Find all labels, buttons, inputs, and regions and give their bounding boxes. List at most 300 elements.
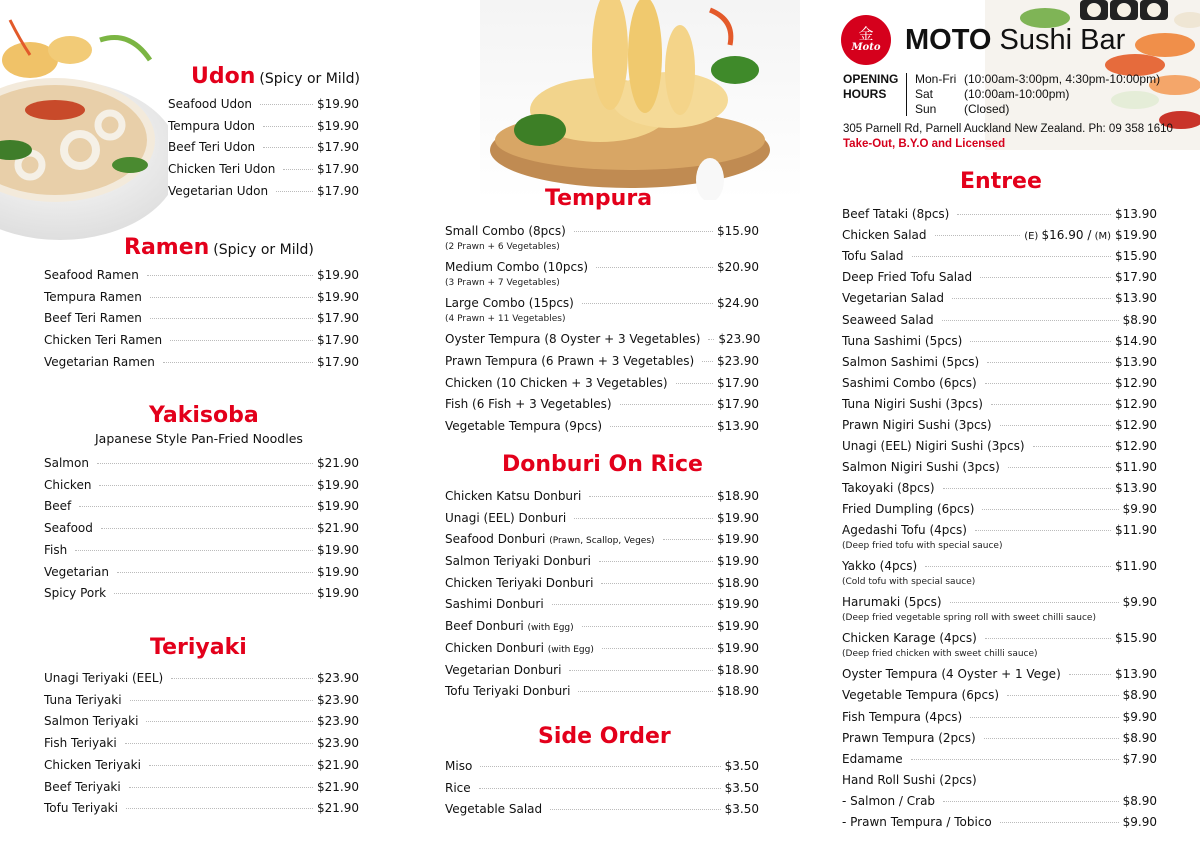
- menu-item: [44, 758, 359, 772]
- dot-leader: [260, 104, 313, 105]
- item-price: $19.90: [317, 499, 359, 513]
- item-price: $7.90: [1122, 752, 1157, 766]
- menu-item-row: [842, 291, 1157, 305]
- menu-item: [842, 334, 1157, 348]
- item-name-text: Seafood Ramen: [44, 268, 139, 282]
- item-name-text: Tuna Sashimi (5pcs): [842, 334, 963, 348]
- menu-item: [44, 801, 359, 815]
- menu-item-row: [44, 478, 359, 492]
- restaurant-logo: [841, 15, 891, 65]
- item-note: (Prawn, Scallop, Veges): [549, 536, 655, 546]
- item-name-text: Hand Roll Sushi (2pcs): [842, 773, 977, 787]
- item-name: [842, 731, 980, 745]
- menu-item-row: [842, 270, 1157, 284]
- item-name: [842, 207, 953, 221]
- dot-leader: [114, 593, 313, 594]
- dot-leader: [620, 404, 713, 405]
- dot-leader: [601, 583, 713, 584]
- dot-leader: [283, 169, 313, 170]
- tempura-basket-photo: [480, 0, 800, 200]
- item-description: (2 Prawn + 6 Vegetables): [445, 242, 560, 252]
- menu-item: [445, 619, 759, 635]
- item-name: [44, 355, 159, 369]
- item-price: $9.90: [1122, 595, 1157, 609]
- menu-item: [842, 207, 1157, 221]
- item-name-text: Vegetable Tempura (6pcs): [842, 688, 1000, 702]
- item-price: $8.90: [1122, 731, 1157, 745]
- menu-item: [842, 523, 1157, 553]
- dot-leader: [1033, 446, 1111, 447]
- dot-leader: [676, 383, 713, 384]
- menu-item: [842, 752, 1157, 766]
- menu-item-row: [445, 489, 759, 503]
- item-name-text: Vegetarian Salad: [842, 291, 945, 305]
- dot-leader: [150, 297, 313, 298]
- entree-title: Entree: [960, 169, 1042, 194]
- teriyaki-title: Teriyaki: [150, 635, 247, 660]
- menu-item: [445, 260, 759, 290]
- dot-leader: [574, 231, 713, 232]
- item-name: [842, 270, 976, 284]
- item-price: $15.90: [717, 224, 759, 238]
- dot-leader: [75, 550, 313, 551]
- item-price: $23.90: [317, 693, 359, 707]
- item-name: [445, 576, 597, 590]
- menu-item: [445, 663, 759, 677]
- item-price: $21.90: [317, 456, 359, 470]
- item-name-text: Oyster Tempura (4 Oyster + 1 Vege): [842, 667, 1061, 681]
- item-description: (Deep fried tofu with special sauce): [842, 541, 1003, 551]
- menu-item-row: [44, 801, 359, 815]
- item-name-text: Vegetarian Ramen: [44, 355, 155, 369]
- menu-item-row: [445, 354, 759, 368]
- menu-item-row: [445, 663, 759, 677]
- item-price: $11.90: [1115, 559, 1157, 573]
- size-label-e: (E): [1024, 231, 1039, 242]
- item-name: [44, 780, 125, 794]
- dot-leader: [985, 383, 1111, 384]
- menu-item-row: [842, 228, 1157, 244]
- hours-row: Sun (Closed): [915, 102, 1010, 116]
- item-price: $18.90: [717, 576, 759, 590]
- item-note: (with Egg): [527, 623, 574, 633]
- menu-item-row: [445, 802, 759, 816]
- menu-item-row: [842, 752, 1157, 766]
- menu-item-row: [842, 355, 1157, 369]
- item-name: [842, 523, 971, 537]
- menu-item-row: [842, 773, 1157, 787]
- dot-leader: [943, 488, 1111, 489]
- menu-item-row: [168, 162, 359, 176]
- menu-item: [445, 576, 759, 590]
- item-name-text: Large Combo (15pcs): [445, 296, 574, 310]
- dot-leader: [171, 678, 313, 679]
- item-name: [445, 296, 578, 310]
- item-description: (Deep fried chicken with sweet chilli sauce): [842, 649, 1038, 659]
- item-name: [44, 543, 71, 557]
- menu-item: [44, 268, 359, 282]
- item-name-text: Salmon: [44, 456, 89, 470]
- item-name-text: Chicken: [44, 478, 92, 492]
- menu-item: [842, 313, 1157, 327]
- menu-item: [168, 119, 359, 133]
- item-name: [445, 354, 698, 368]
- menu-item: [44, 456, 359, 470]
- item-name: [445, 663, 565, 677]
- menu-item-row: [842, 631, 1157, 645]
- item-name: [842, 631, 981, 645]
- item-name-text: Tofu Salad: [842, 249, 904, 263]
- item-name: [44, 801, 122, 815]
- item-name: [44, 499, 75, 513]
- menu-item-row: [445, 554, 759, 568]
- item-name-text: Beef Teriyaki: [44, 780, 121, 794]
- price-e: $16.90 /: [1041, 228, 1092, 242]
- dot-leader: [975, 530, 1111, 531]
- hours-row: Mon-Fri (10:00am-3:00pm, 4:30pm-10:00pm): [915, 72, 1161, 86]
- dot-leader: [480, 766, 720, 767]
- item-name-text: Salmon Teriyaki: [44, 714, 139, 728]
- item-price: $19.90: [717, 597, 759, 611]
- item-name: [44, 714, 142, 728]
- menu-item-row: [44, 693, 359, 707]
- menu-item-row: [842, 595, 1157, 609]
- item-price: $18.90: [717, 684, 759, 698]
- menu-item-row: [168, 184, 359, 198]
- menu-item-row: [44, 671, 359, 685]
- dot-leader: [610, 426, 713, 427]
- item-name-text: Tempura Udon: [168, 119, 256, 133]
- item-price: $17.90: [317, 355, 359, 369]
- item-name-text: Fish Teriyaki: [44, 736, 117, 750]
- item-name-text: Medium Combo (10pcs): [445, 260, 589, 274]
- menu-item: [445, 354, 759, 368]
- item-name: [842, 502, 978, 516]
- dot-leader: [582, 303, 713, 304]
- item-note: (with Egg): [547, 645, 594, 655]
- menu-item: [842, 228, 1157, 244]
- item-name-text: Chicken Teri Udon: [168, 162, 276, 176]
- item-price: $8.90: [1122, 313, 1157, 327]
- menu-item-row: [842, 710, 1157, 724]
- item-name: [842, 418, 996, 432]
- item-name-text: Agedashi Tofu (4pcs): [842, 523, 967, 537]
- menu-item-row: [44, 268, 359, 282]
- item-price: $3.50: [724, 802, 759, 816]
- item-price: $17.90: [317, 162, 359, 176]
- item-name: [44, 693, 126, 707]
- item-name-text: - Salmon / Crab: [842, 794, 936, 808]
- dot-leader: [602, 648, 713, 649]
- menu-item: [44, 499, 359, 513]
- menu-item-row: [842, 418, 1157, 432]
- item-name-text: Spicy Pork: [44, 586, 107, 600]
- dot-leader: [980, 277, 1111, 278]
- item-price: $23.90: [317, 714, 359, 728]
- item-price: $3.50: [724, 759, 759, 773]
- item-name-text: Sashimi Donburi: [445, 597, 544, 611]
- item-name-text: Chicken Karage (4pcs): [842, 631, 977, 645]
- menu-item-row: [445, 759, 759, 773]
- yakisoba-title: Yakisoba: [149, 403, 259, 428]
- item-name-text: Chicken Katsu Donburi: [445, 489, 582, 503]
- item-name-text: Miso: [445, 759, 473, 773]
- item-name-text: Seafood Donburi: [445, 532, 546, 546]
- menu-item: [842, 731, 1157, 745]
- menu-item: [842, 773, 1157, 787]
- item-name-text: Tuna Nigiri Sushi (3pcs): [842, 397, 983, 411]
- restaurant-name: [905, 24, 1125, 57]
- item-price: $19.90: [317, 478, 359, 492]
- menu-item: [445, 397, 759, 411]
- item-name-text: Beef Tataki (8pcs): [842, 207, 950, 221]
- hours-label: OPENING HOURS: [843, 72, 899, 101]
- item-name: [44, 456, 93, 470]
- item-name: [445, 532, 659, 548]
- menu-item: [445, 296, 759, 326]
- item-price: $17.90: [317, 311, 359, 325]
- menu-item: [168, 140, 359, 154]
- menu-item: [842, 631, 1157, 661]
- item-price: $13.90: [1115, 355, 1157, 369]
- item-name: [842, 481, 939, 495]
- menu-item: [44, 714, 359, 728]
- item-name-text: Yakko (4pcs): [842, 559, 918, 573]
- menu-item-row: [44, 758, 359, 772]
- menu-item: [445, 224, 759, 254]
- item-name: [842, 291, 948, 305]
- menu-item: [168, 162, 359, 176]
- item-name: [44, 268, 143, 282]
- item-description: (Cold tofu with special sauce): [842, 577, 976, 587]
- dot-leader: [957, 214, 1111, 215]
- item-price: $13.90: [1115, 667, 1157, 681]
- menu-item-row: [44, 456, 359, 470]
- item-name-text: Prawn Tempura (6 Prawn + 3 Vegetables): [445, 354, 695, 368]
- menu-item-row: [842, 439, 1157, 453]
- menu-item-row: [445, 376, 759, 390]
- dot-leader: [925, 566, 1111, 567]
- item-name: [842, 794, 939, 808]
- item-price: $19.90: [317, 290, 359, 304]
- udon-title: Udon (Spicy or Mild): [191, 64, 360, 89]
- item-name: [168, 119, 259, 133]
- menu-item: [44, 780, 359, 794]
- item-name-text: Vegetarian Donburi: [445, 663, 562, 677]
- dot-leader: [942, 320, 1119, 321]
- item-description: (4 Prawn + 11 Vegetables): [445, 314, 566, 324]
- item-name: [44, 671, 167, 685]
- brand-rest: Sushi Bar: [999, 24, 1126, 56]
- menu-item-row: [445, 597, 759, 611]
- item-name-text: Fish: [44, 543, 68, 557]
- item-price: $19.90: [317, 586, 359, 600]
- dot-leader: [984, 738, 1119, 739]
- menu-item-row: [842, 397, 1157, 411]
- item-price: $15.90: [1115, 631, 1157, 645]
- item-name-text: Beef: [44, 499, 72, 513]
- menu-item: [44, 736, 359, 750]
- item-price: $19.90: [717, 641, 759, 655]
- item-name-text: Chicken Teriyaki: [44, 758, 141, 772]
- menu-item-row: [842, 815, 1157, 829]
- item-price: $18.90: [717, 489, 759, 503]
- item-name: [842, 595, 946, 609]
- menu-item: [842, 355, 1157, 369]
- size-label-m: (M): [1094, 231, 1111, 242]
- item-name: [842, 752, 907, 766]
- dot-leader: [1000, 425, 1111, 426]
- menu-item: [445, 641, 759, 657]
- item-name-text: Chicken (10 Chicken + 3 Vegetables): [445, 376, 668, 390]
- dot-leader: [99, 485, 313, 486]
- item-price: $23.90: [718, 332, 761, 346]
- menu-item: [842, 460, 1157, 474]
- dot-leader: [985, 638, 1111, 639]
- menu-item-row: [445, 641, 759, 657]
- item-name: [842, 559, 921, 573]
- menu-item: [445, 759, 759, 773]
- item-price: $8.90: [1122, 688, 1157, 702]
- menu-item: [168, 97, 359, 111]
- item-price: $17.90: [1115, 270, 1157, 284]
- menu-item: [842, 439, 1157, 453]
- address: 305 Parnell Rd, Parnell Auckland New Zealand. Ph: 09 358 1610: [843, 123, 1173, 135]
- item-name-text: Vegetarian Udon: [168, 184, 269, 198]
- dot-leader: [596, 267, 713, 268]
- takeout-note: Take-Out, B.Y.O and Licensed: [843, 138, 1006, 150]
- dot-leader: [935, 235, 1021, 236]
- item-price: $19.90: [717, 554, 759, 568]
- menu-item-row: [44, 780, 359, 794]
- item-name: [842, 710, 966, 724]
- item-price: $24.90: [717, 296, 759, 310]
- menu-item-row: [445, 684, 759, 698]
- menu-item: [168, 184, 359, 198]
- item-price: $14.90: [1115, 334, 1157, 348]
- item-name-text: Chicken Donburi: [445, 641, 544, 655]
- item-name-text: Takoyaki (8pcs): [842, 481, 935, 495]
- item-name: [445, 802, 546, 816]
- item-price: $9.90: [1122, 815, 1157, 829]
- dot-leader: [101, 528, 313, 529]
- item-name-text: Sashimi Combo (6pcs): [842, 376, 977, 390]
- menu-item: [44, 333, 359, 347]
- item-name: [842, 815, 996, 829]
- item-name: [44, 333, 166, 347]
- menu-item-row: [842, 334, 1157, 348]
- menu-item: [445, 802, 759, 816]
- menu-item: [445, 684, 759, 698]
- menu-item: [842, 794, 1157, 808]
- item-price: $9.90: [1122, 710, 1157, 724]
- item-price: $19.90: [317, 268, 359, 282]
- item-name-text: Seafood Udon: [168, 97, 253, 111]
- menu-item-row: [44, 521, 359, 535]
- item-name-text: Rice: [445, 781, 471, 795]
- hours-divider: [906, 73, 907, 116]
- item-name-text: - Prawn Tempura / Tobico: [842, 815, 992, 829]
- item-name-text: Vegetarian: [44, 565, 109, 579]
- menu-item: [445, 511, 759, 525]
- dot-leader: [991, 404, 1111, 405]
- item-name-text: Tempura Ramen: [44, 290, 142, 304]
- item-price: $21.90: [317, 801, 359, 815]
- menu-item: [44, 521, 359, 535]
- menu-item-row: [168, 97, 359, 111]
- menu-item-row: [44, 333, 359, 347]
- yakisoba-subtitle: Japanese Style Pan-Fried Noodles: [95, 431, 303, 446]
- menu-item-row: [168, 140, 359, 154]
- item-price: $19.90: [1115, 228, 1157, 242]
- item-name: [842, 397, 987, 411]
- dot-leader: [97, 463, 313, 464]
- item-name-text: Fish (6 Fish + 3 Vegetables): [445, 397, 612, 411]
- item-name: [842, 460, 1004, 474]
- menu-item: [842, 710, 1157, 724]
- menu-item: [842, 418, 1157, 432]
- dot-leader: [1069, 674, 1111, 675]
- menu-item: [842, 502, 1157, 516]
- udon-bowl-photo: [0, 0, 168, 240]
- item-name-text: Salmon Sashimi (5pcs): [842, 355, 980, 369]
- item-price: $18.90: [717, 663, 759, 677]
- item-price: $11.90: [1115, 523, 1157, 537]
- item-name-text: Fried Dumpling (6pcs): [842, 502, 975, 516]
- size-prices: [1024, 228, 1115, 244]
- item-price: $12.90: [1115, 376, 1157, 390]
- side-order-title: Side Order: [538, 724, 671, 749]
- item-name: [44, 290, 146, 304]
- item-name-text: Edamame: [842, 752, 903, 766]
- dot-leader: [125, 743, 313, 744]
- item-name: [842, 688, 1003, 702]
- item-price: $9.90: [1122, 502, 1157, 516]
- item-name-text: Deep Fried Tofu Salad: [842, 270, 973, 284]
- item-price: $19.90: [317, 97, 359, 111]
- dot-leader: [582, 626, 713, 627]
- dot-leader: [970, 341, 1111, 342]
- menu-item: [842, 559, 1157, 589]
- item-price: $13.90: [1115, 291, 1157, 305]
- item-name-text: Fish Tempura (4pcs): [842, 710, 963, 724]
- item-name-text: Beef Teri Ramen: [44, 311, 142, 325]
- item-name: [445, 781, 475, 795]
- dot-leader: [1008, 467, 1111, 468]
- item-name-text: Tofu Teriyaki Donburi: [445, 684, 571, 698]
- item-name: [44, 311, 146, 325]
- dot-leader: [147, 275, 313, 276]
- menu-item: [445, 554, 759, 568]
- menu-item-row: [445, 332, 759, 346]
- dot-leader: [149, 765, 313, 766]
- item-name-text: Prawn Tempura (2pcs): [842, 731, 976, 745]
- item-name: [842, 313, 938, 327]
- dot-leader: [1007, 695, 1119, 696]
- menu-item: [44, 355, 359, 369]
- item-price: $12.90: [1115, 439, 1157, 453]
- item-name: [44, 736, 121, 750]
- menu-item-row: [842, 731, 1157, 745]
- item-description: (Deep fried vegetable spring roll with sweet chilli sauce): [842, 613, 1096, 623]
- item-price: $23.90: [317, 736, 359, 750]
- item-name-text: Unagi (EEL) Donburi: [445, 511, 567, 525]
- menu-item-row: [44, 586, 359, 600]
- dot-leader: [574, 518, 713, 519]
- item-price: $3.50: [724, 781, 759, 795]
- item-name: [168, 97, 256, 111]
- menu-item: [445, 376, 759, 390]
